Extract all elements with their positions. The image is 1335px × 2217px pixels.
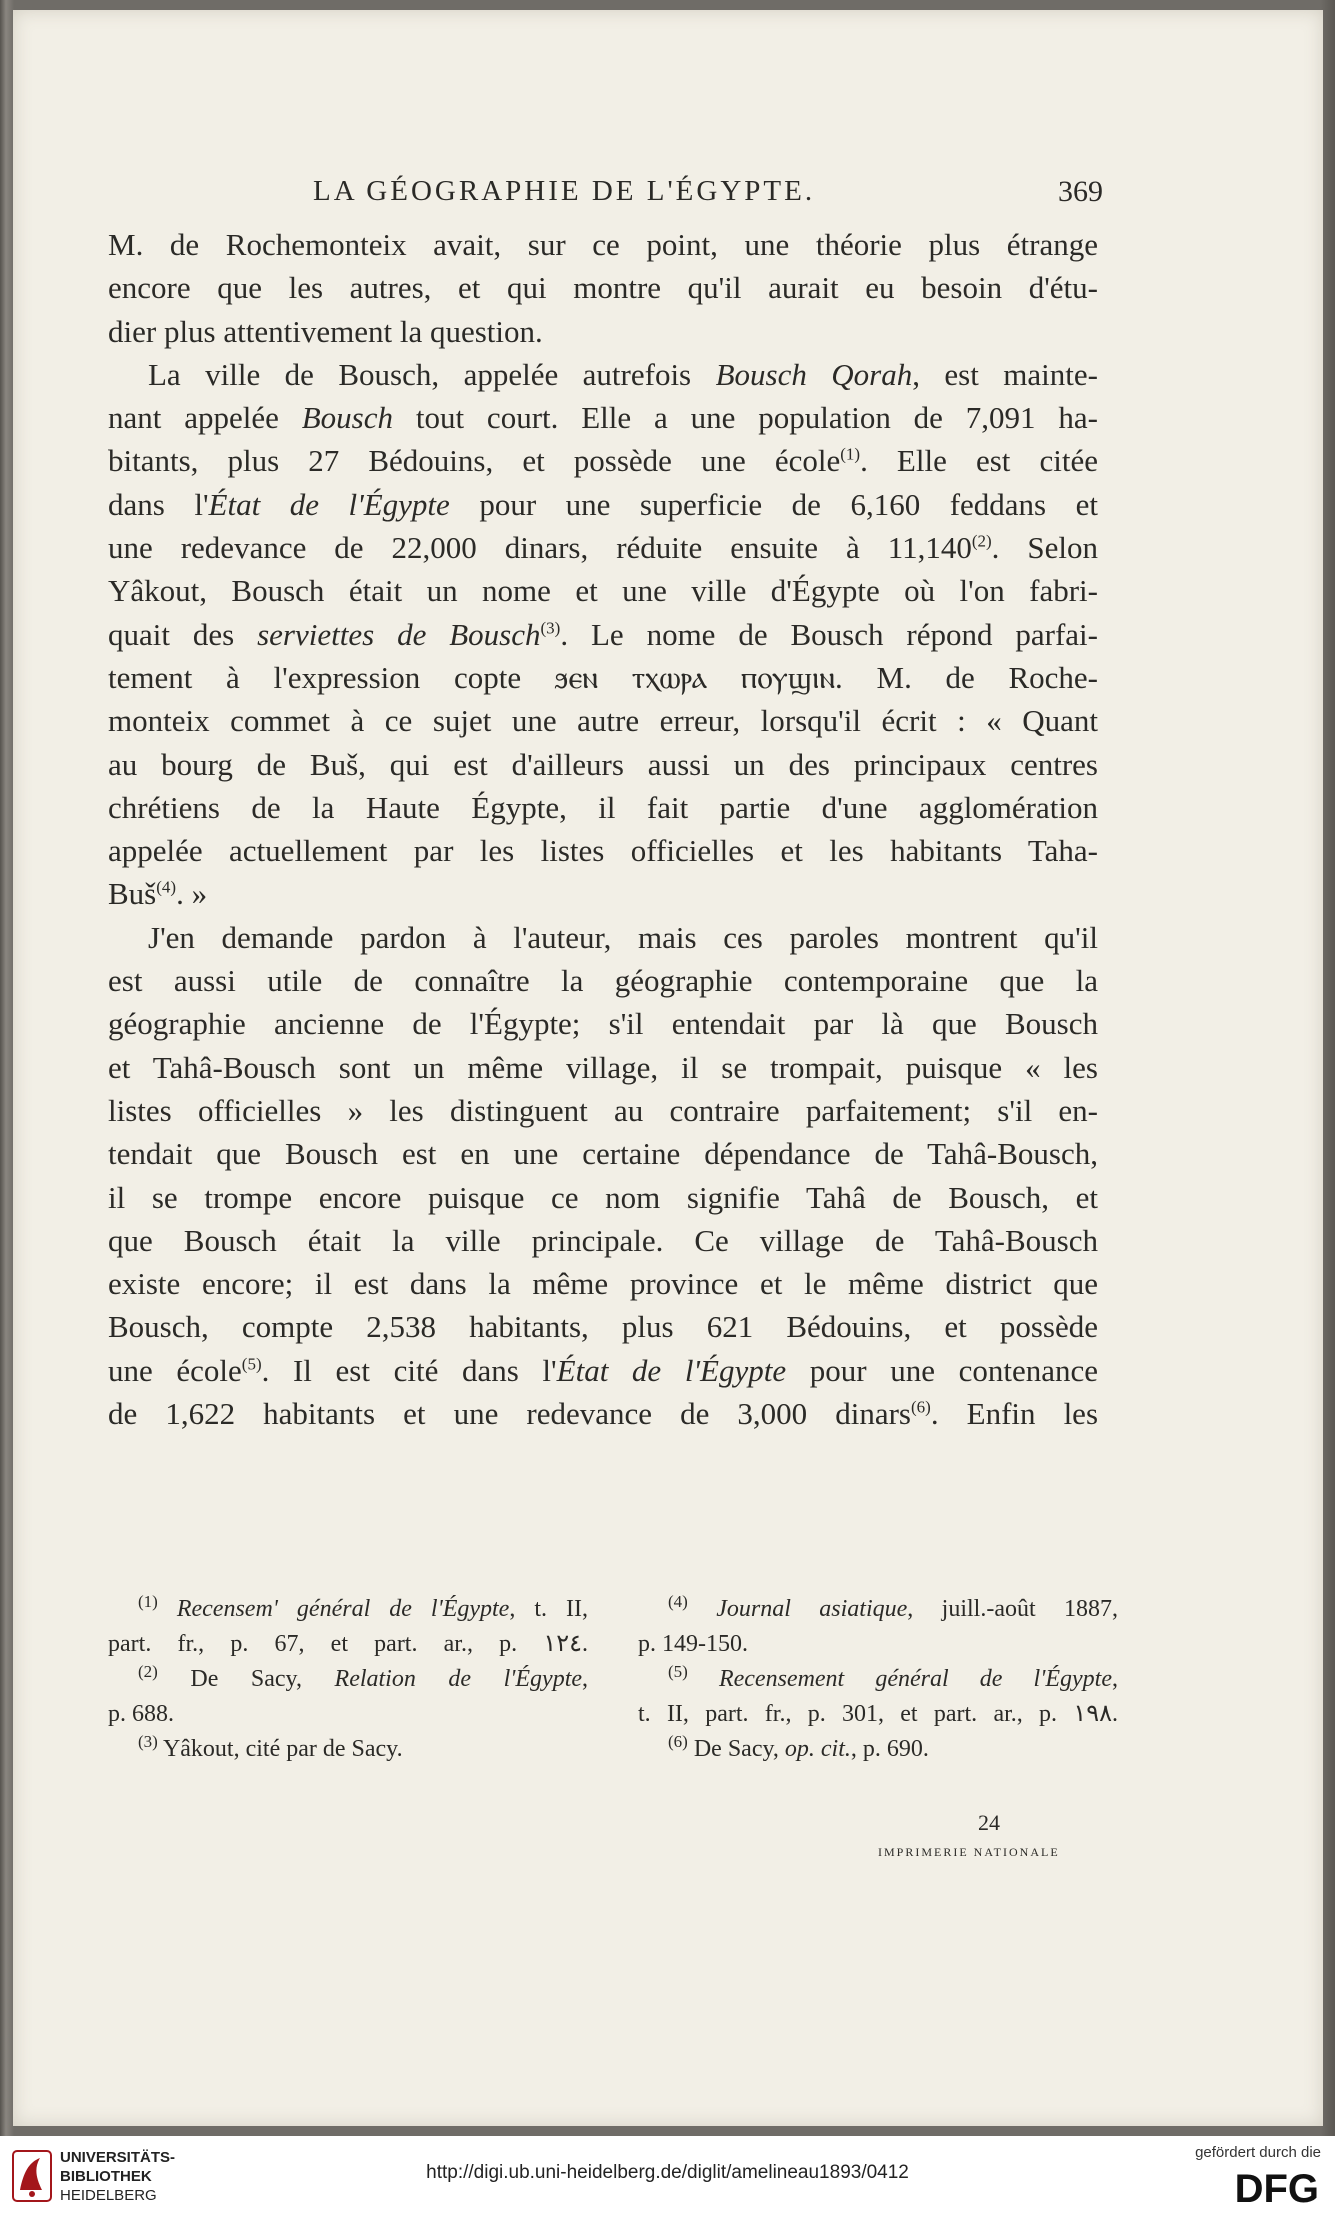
footnotes-right-column <box>638 1592 1118 1767</box>
text-line: géographie ancienne de l'Égypte; s'il entendait par là que Bousch <box>108 1006 1098 1042</box>
footnote-line: $^{(4)}$ Journal asiatique, juill.-août 1887, <box>668 1592 1119 1622</box>
footnote-line: $^{(6)}$ De Sacy, op. cit., p. 690. <box>668 1732 929 1762</box>
book-page <box>13 10 1323 2126</box>
viewer-footer <box>0 2136 1335 2217</box>
footnote-line: $^{(1)}$ Recensem' général de l'Égypte, t. II, <box>138 1592 589 1622</box>
dfg-logo-text: DFG <box>1234 2167 1319 2206</box>
library-name: UNIVERSITÄTS- BIBLIOTHEK HEIDELBERG <box>60 2149 176 2204</box>
body-text <box>108 223 1098 1435</box>
sheet-signature: 24 <box>978 1810 1000 1835</box>
page-number: 369 <box>1058 175 1103 208</box>
footnote-line: $^{(3)}$ Yâkout, cité par de Sacy. <box>138 1732 403 1762</box>
footnote-ref: (5) <box>241 1354 262 1374</box>
text-line: tement à l'expression copte ϧⲉⲛ ⲧⲭⲱⲣⲁ ⲡⲟⲩϣⲓⲛ. M. de Roche- <box>108 659 1098 695</box>
text-line: est aussi utile de connaître la géographie contemporaine que la <box>108 963 1098 999</box>
text-line: Buš$^{(4)}$. » <box>108 876 208 912</box>
text-line: Yâkout, Bousch était un nome et une ville d'Égypte où l'on fabri- <box>108 573 1098 609</box>
running-head <box>13 175 1323 215</box>
footnote-line: $^{(2)}$ De Sacy, Relation de l'Égypte, <box>138 1662 589 1692</box>
footnotes <box>108 1592 1118 1792</box>
printer-imprint: IMPRIMERIE NATIONALE <box>878 1845 1060 1859</box>
running-title: LA GÉOGRAPHIE DE L'ÉGYPTE. <box>313 175 816 207</box>
text-line: chrétiens de la Haute Égypte, il fait partie d'une agglomération <box>108 789 1098 825</box>
text-line: encore que les autres, et qui montre qu'il aurait eu besoin d'étu- <box>108 270 1098 306</box>
text-line: que Bousch était la ville principale. Ce village de Tahâ-Bousch <box>108 1222 1098 1258</box>
text-line: M. de Rochemonteix avait, sur ce point, une théorie plus étrange <box>108 227 1098 262</box>
dfg-logo <box>1201 2166 1321 2206</box>
footnote-ref: (4) <box>156 878 177 898</box>
text-line: une redevance de 22,000 dinars, réduite ensuite à 11,140$^{(2)}$. Selon <box>108 530 1098 566</box>
footnote-ref: (2) <box>971 531 992 551</box>
footnote-line: p. 149-150. <box>638 1631 748 1657</box>
text-line: appelée actuellement par les listes officielles et les habitants Taha- <box>108 833 1098 869</box>
text-line: bitants, plus 27 Bédouins, et possède une école$^{(1)}$. Elle est citée <box>108 443 1098 479</box>
text-line: au bourg de Buš, qui est d'ailleurs aussi un des principaux centres <box>108 746 1098 782</box>
text-line: nant appelée Bousch tout court. Elle a une population de 7,091 ha- <box>108 400 1098 436</box>
footnote-line: $^{(5)}$ Recensement général de l'Égypte, <box>668 1662 1118 1692</box>
footnote-line: t. II, part. fr., p. 301, et part. ar., p. ١٩٨. <box>638 1701 1118 1727</box>
text-line: dier plus attentivement la question. <box>108 313 543 349</box>
footnote-line: p. 688. <box>108 1701 174 1727</box>
permalink-url[interactable]: http://digi.ub.uni-heidelberg.de/diglit/amelineau1893/0412 <box>426 2162 909 2183</box>
text-line: et Tahâ-Bousch sont un même village, il se trompait, puisque « les <box>108 1049 1098 1085</box>
text-line: Bousch, compte 2,538 habitants, plus 621 Bédouins, et possède <box>108 1309 1098 1345</box>
footnotes-left-column <box>108 1592 588 1767</box>
footnote-ref: (1) <box>840 445 861 465</box>
text-line: listes officielles » les distinguent au contraire parfaitement; s'il en- <box>108 1092 1098 1128</box>
text-line: tendait que Bousch est en une certaine dépendance de Tahâ-Bousch, <box>108 1136 1098 1172</box>
text-line: J'en demande pardon à l'auteur, mais ces paroles montrent qu'il <box>148 919 1098 955</box>
text-line: La ville de Bousch, appelée autrefois Bousch Qorah, est mainte- <box>148 356 1098 392</box>
text-line: existe encore; il est dans la même province et le même district que <box>108 1266 1098 1302</box>
text-line: quait des serviettes de Bousch$^{(3)}$. Le nome de Bousch répond parfai- <box>108 616 1098 652</box>
text-line: de 1,622 habitants et une redevance de 3,000 dinars$^{(6)}$. Enfin les <box>108 1396 1099 1432</box>
footnote-line: part. fr., p. 67, et part. ar., p. ١٢٤. <box>108 1631 588 1657</box>
footnote-ref: (3) <box>540 618 561 638</box>
text-line: monteix commet à ce sujet une autre erreur, lorsqu'il écrit : « Quant <box>108 703 1098 739</box>
footnote-ref: (6) <box>910 1397 931 1417</box>
text-line: une école$^{(5)}$. Il est cité dans l'État de l'Égypte pour une contenance <box>108 1352 1098 1388</box>
text-line: il se trompe encore puisque ce nom signifie Tahâ de Bousch, et <box>108 1179 1098 1215</box>
text-line: dans l'État de l'Égypte pour une superficie de 6,160 feddans et <box>108 486 1098 522</box>
sponsor-caption: gefördert durch die <box>1195 2144 1321 2161</box>
